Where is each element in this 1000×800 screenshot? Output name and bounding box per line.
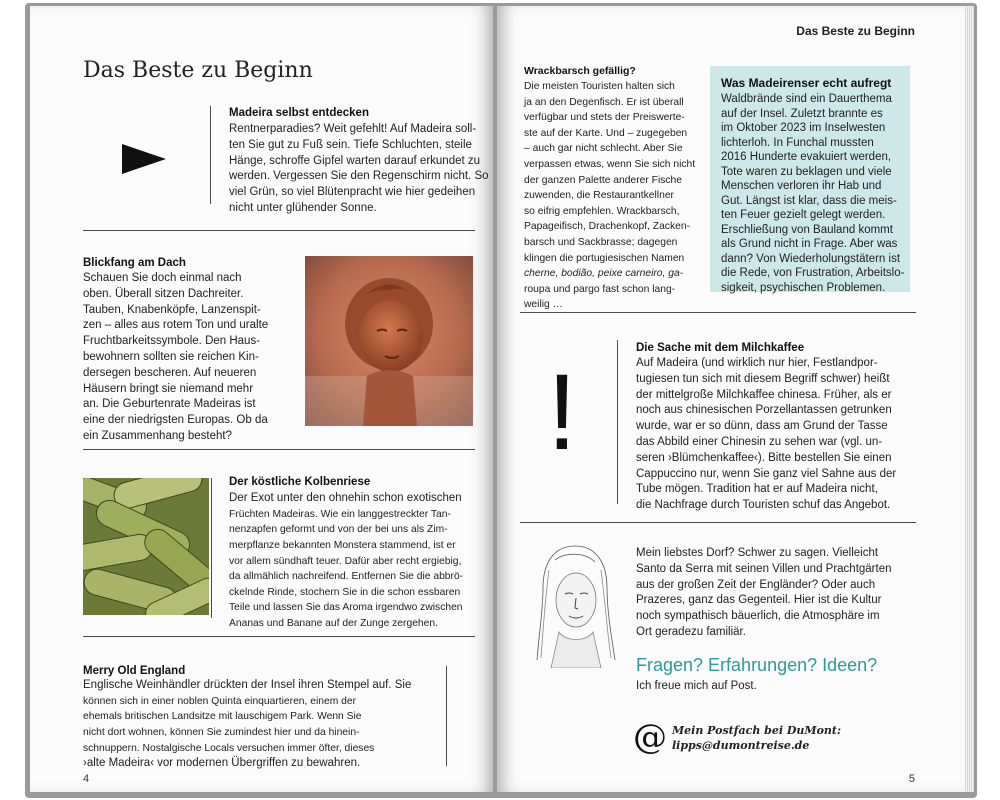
exclamation-icon: ! [547,351,578,472]
section-vertical-rule [617,340,618,504]
divider [83,636,475,637]
triangle-arrow-icon [122,144,166,174]
author-note: Mein liebstes Dorf? Schwer zu sagen. Vielleicht Santo da Serra mit seinen Villen und Prachtgärten aus der großen Zeit der Engländer? Oder auch Prazeres, ganz das Gegenteil. Hier ist die Kultur noch sympathisch bäuerlich, die Atmosphäre im Ort geradezu familiär. [636,547,892,638]
section-body-england: Englische Weinhändler drückten der Insel ihren Stempel auf. Sie können sich in einer noblen Quinta einquartieren, einem der ehemals britischen Landsitze mit lauschigem Park. Wenn Sie nicht dort wohnen, können Sie zumindest hier und da hinein- schnuppern. Nostalgische Locals versuchen immer öfter, dieses ›alte Madeira‹ vor modernen Übergriffen zu bewahren. [83,679,412,770]
right-page [497,6,969,792]
author-portrait-sketch [535,540,617,668]
section-vertical-rule [210,106,211,204]
divider [83,449,475,450]
divider [83,230,475,231]
clay-figure-photo [305,256,473,426]
section-heading-madeira: Madeira selbst entdecken [229,107,369,119]
section-body-kolben: Der Exot unter den ohnehin schon exotischen Früchten Madeiras. Wie ein langgestreckter Tan- nenzapfen geformt und von der bei uns als Zim- merpflanze bekannten Monstera stammend, ist er vor allem sündhaft teuer. Dafür aber recht ergiebig, da allmählich nachreifend. Entfernen Sie die abbrö- ckelnde Rinde, stochern Sie in die schon essbaren Teile und lassen Sie das Aroma irgendwo zwischen Ananas und Banane auf der Zunge zergehen. [229,492,464,629]
mailbox-label: Mein Postfach bei DuMont: [672,724,842,737]
section-heading-wrack: Wrackbarsch gefällig? [524,65,636,77]
callout-box [710,66,910,292]
callout-body: Waldbrände sind ein Dauerthema auf der Insel. Zuletzt brannte es im Oktober 2023 im Inselwesten lichterloh. In Funchal mussten 2016 Hunderte evakuiert werden, Tote waren zu beklagen und viele Menschen verloren ihr Hab und Gut. Längst ist klar, dass die meis- ten Feuer gezielt gelegt werden. Erschließung von Bauland kommt als Grund nicht in Frage. Aber was dann? Von Wiederholungstätern ist die Rede, von Frustration, Arbeitslo- sigkeit, psychischen Problemen. [721,93,905,294]
email-link[interactable]: lipps@dumontreise.de [672,739,810,752]
running-head: Das Beste zu Beginn [796,24,915,38]
section-vertical-rule [446,666,447,766]
section-heading-milchkaffee: Die Sache mit dem Milchkaffee [636,342,805,354]
divider [520,312,916,313]
section-heading-blickfang: Blickfang am Dach [83,257,186,269]
section-vertical-rule [211,478,212,618]
monstera-fruit-photo [83,478,209,615]
left-page [30,6,493,792]
page-title: Das Beste zu Beginn [83,58,313,83]
callout-heading: Was Madeirenser echt aufregt [721,76,892,90]
at-sign-icon: @ [633,717,667,757]
divider [520,522,916,523]
page-number: 4 [83,773,90,785]
feedback-subline: Ich freue mich auf Post. [636,680,757,692]
section-body-madeira: Rentnerparadies? Weit gefehlt! Auf Madeira soll- ten Sie gut zu Fuß sein. Tiefe Schluchten, steile Hänge, schroffe Gipfel warten darauf erkundet zu werden. Vergessen Sie den Regenschirm nicht. So viel Grün, so viel Blütenpracht wie hier gedeihen nicht unter glühender Sonne. [229,123,489,214]
section-heading-england: Merry Old England [83,665,186,677]
section-body-wrack: Die meisten Touristen halten sich ja an den Degenfisch. Er ist überall verfügbar und stets der Preiswerte- ste auf der Karte. Und – zugegeben – auch gar nicht schlecht. Aber Sie verpassen etwas, wenn Sie sich nicht der ganzen Palette anderer Fische zuwenden, die Restaurantkellner so eifrig empfehlen. Wrackbarsch, Papageifisch, Drachenkopf, Zacken- barsch und Sackbrasse; dagegen klingen die portugiesischen Namen cherne, bodião, peixe carneiro, ga- roupa und pargo fast schon lang- weilig … [524,81,696,311]
section-heading-kolben: Der köstliche Kolbenriese [229,476,371,488]
page-edges [965,6,974,792]
section-body-blickfang: Schauen Sie doch einmal nach oben. Überall sitzen Dachreiter. Tauben, Knabenköpfe, Lanzenspit- zen – alles aus rotem Ton und uralte Fruchtbarkeitssymbole. Den Haus- bewohnern sollten sie reichen Kin- dersegen bescheren. Auf neueren Häusern bringt sie niemand mehr an. Die Geburtenrate Madeiras ist eine der niedrigsten Europas. Ob da ein Zusammenhang besteht? [83,272,269,442]
feedback-heading: Fragen? Erfahrungen? Ideen? [636,655,878,675]
section-body-milchkaffee: Auf Madeira (und wirklich nur hier, Festlandpor- tugiesen tun sich mit diesem Begriff schwer) heißt der mittelgroße Milchkaffee chinesa. Früher, als er noch aus chinesischen Porzellantassen getrunken wurde, war er so dünn, dass am Grund der Tasse das Abbild einer Chinesin zu sehen war (vgl. un- seren ›Blümchenkaffee‹). Bitte bestellen Sie einen Cappuccino nur, wenn Sie ganz viel Sahne aus der Tube mögen. Tradition hat er auf Madeira nicht, die Nachfrage durch Touristen schuf das Angebot. [636,357,897,512]
page-number: 5 [908,773,915,785]
